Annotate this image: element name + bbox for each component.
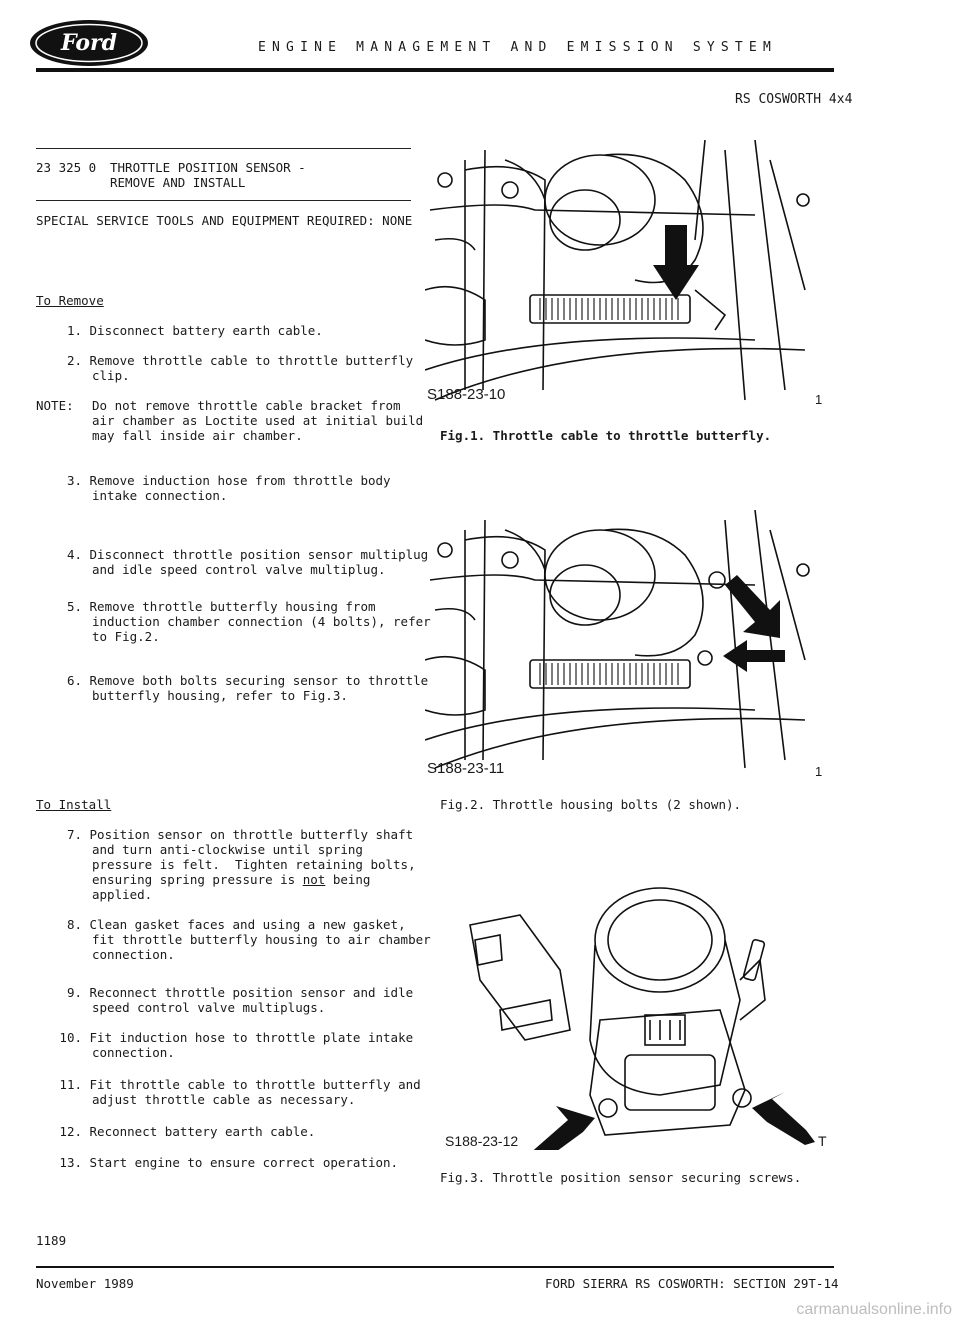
step-7-line3: pressure is felt. Tighten retaining bolts, (92, 857, 416, 872)
step-11: 11. Fit throttle cable to throttle butterfly and (59, 1077, 421, 1092)
step-10: 10. Fit induction hose to throttle plate intake (59, 1030, 414, 1045)
step-7-line2: and turn anti-clockwise until spring (92, 842, 363, 857)
logo-text: Ford (60, 30, 118, 56)
step-5: 5. Remove throttle butterfly housing from (66, 599, 376, 614)
page-number: 1189 (36, 1233, 67, 1248)
step-3-line2: intake connection. (92, 488, 228, 503)
note-line2: air chamber as Loctite used at initial build (92, 413, 424, 428)
figure-1-illustration (425, 140, 825, 410)
figure-3-caption: Fig.3. Throttle position sensor securing screws. (440, 1170, 802, 1185)
step-5-line2: induction chamber connection (4 bolts), refer (92, 614, 431, 629)
step-4: 4. Disconnect throttle position sensor multiplug (66, 547, 429, 562)
step-7-line4: ensuring spring pressure is not being (92, 872, 371, 887)
step-10-line2: connection. (92, 1045, 175, 1060)
step-1: 1. Disconnect battery earth cable. (66, 323, 323, 338)
step-6: 6. Remove both bolts securing sensor to throttle (66, 673, 429, 688)
step-11-line2: adjust throttle cable as necessary. (92, 1092, 356, 1107)
footer-date: November 1989 (36, 1276, 134, 1291)
note-line3: may fall inside air chamber. (92, 428, 303, 443)
footer-section: FORD SIERRA RS COSWORTH: SECTION 29T-14 (545, 1276, 839, 1291)
figure-1-caption: Fig.1. Throttle cable to throttle butterfly. (440, 428, 772, 443)
step-2: 2. Remove throttle cable to throttle butterfly (66, 353, 414, 368)
step-8-line2: fit throttle butterfly housing to air chamber (92, 932, 431, 947)
note-label: NOTE: (36, 398, 74, 413)
step-9-line2: speed control valve multiplugs. (92, 1000, 326, 1015)
figure-1-ref: S188-23-10 (427, 386, 506, 403)
step-13: 13. Start engine to ensure correct operation. (59, 1155, 399, 1170)
figure-2-illustration (425, 510, 825, 778)
install-heading: To Install (36, 797, 112, 812)
emphasis-not: not (302, 872, 326, 887)
section-title-line2: REMOVE AND INSTALL (110, 175, 246, 190)
figure-2-ref: S188-23-11 (427, 760, 505, 777)
figure-3-ref: S188-23-12 (445, 1133, 519, 1149)
note-line1: Do not remove throttle cable bracket from (92, 398, 401, 413)
step-8-line3: connection. (92, 947, 175, 962)
step-7: 7. Position sensor on throttle butterfly shaft (66, 827, 414, 842)
section-bottom-rule (36, 200, 411, 201)
step-6-line2: butterfly housing, refer to Fig.3. (92, 688, 348, 703)
figure-3-corner-mark: T (818, 1133, 827, 1149)
figure-3-illustration (440, 880, 820, 1150)
figure-1-corner-mark: 1 (815, 392, 823, 407)
step-7-line5: applied. (92, 887, 153, 902)
watermark: carmanualsonline.info (796, 1301, 952, 1318)
section-code: 23 325 0 (36, 160, 97, 175)
figure-2-caption: Fig.2. Throttle housing bolts (2 shown). (440, 797, 742, 812)
step-2-line2: clip. (92, 368, 130, 383)
step-12: 12. Reconnect battery earth cable. (59, 1124, 316, 1139)
step-8: 8. Clean gasket faces and using a new gasket, (66, 917, 406, 932)
document-title: ENGINE MANAGEMENT AND EMISSION SYSTEM (258, 40, 777, 55)
step-3: 3. Remove induction hose from throttle body (66, 473, 391, 488)
step-5-line3: to Fig.2. (92, 629, 160, 644)
section-top-rule (36, 148, 411, 149)
footer-rule (36, 1266, 834, 1268)
step-9: 9. Reconnect throttle position sensor and idle (66, 985, 414, 1000)
header-rule (36, 68, 834, 72)
tools-required: SPECIAL SERVICE TOOLS AND EQUIPMENT REQUIRED: NONE (36, 213, 413, 228)
ford-logo (28, 18, 150, 68)
step-4-line2: and idle speed control valve multiplug. (92, 562, 386, 577)
document-subtitle: RS COSWORTH 4x4 (735, 92, 853, 107)
figure-2-corner-mark: 1 (815, 764, 823, 779)
remove-heading: To Remove (36, 293, 104, 308)
section-title-line1: THROTTLE POSITION SENSOR - (110, 160, 306, 175)
